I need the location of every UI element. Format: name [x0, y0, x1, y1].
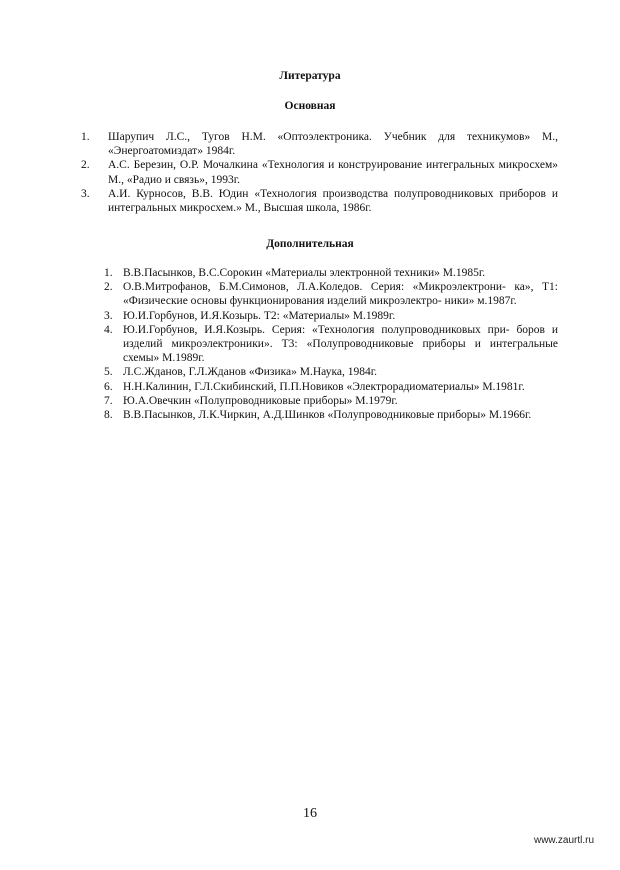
extra-reference-item-3: [104, 309, 558, 323]
reference-text: В.В.Пасынков, В.С.Сорокин «Материалы электронной техники» М.1985г.: [123, 267, 486, 279]
reference-text: А.И. Курносов, В.В. Юдин «Технология производства полупроводниковых приборов и интегральных микросхем.» М., Высшая школа, 1986г.: [108, 187, 558, 215]
extra-reference-item-7: [104, 394, 558, 408]
reference-text: Ю.И.Горбунов, И.Я.Козырь. Т2: «Материалы» М.1989г.: [123, 309, 396, 322]
reference-number: 5.: [104, 366, 113, 379]
reference-text: Н.Н.Калинин, Г.Л.Скибинский, П.П.Новиков «Электрорадиоматериалы» М.1981г.: [123, 380, 525, 393]
site-watermark: www.zaurtl.ru: [533, 835, 594, 846]
extra-section-heading: Дополнительная: [266, 238, 354, 250]
reference-number: 2.: [81, 159, 90, 172]
extra-reference-item-5: [104, 365, 558, 379]
reference-text: Шарупич Л.С., Тугов Н.М. «Оптоэлектроника. Учебник для техникумов» М., «Энергоатомиздат» 1984г.: [108, 131, 558, 158]
reference-number: 2.: [104, 281, 113, 294]
page-number: 16: [303, 806, 317, 821]
main-section-heading: Основная: [284, 100, 336, 112]
reference-number: 8.: [104, 409, 113, 422]
reference-number: 1.: [104, 267, 113, 279]
extra-reference-item-8: [104, 408, 558, 422]
reference-item-3: [81, 187, 558, 215]
extra-reference-list: [104, 266, 558, 422]
reference-number: 4.: [104, 323, 113, 336]
main-reference-list: [81, 130, 558, 215]
reference-number: 1.: [81, 131, 90, 143]
extra-reference-item-2: [104, 280, 558, 308]
extra-reference-item-1: [104, 266, 558, 280]
reference-number: 3.: [81, 187, 90, 200]
reference-number: 6.: [104, 380, 113, 393]
reference-text: Ю.А.Овечкин «Полупроводниковые приборы» М.1979г.: [123, 394, 398, 407]
page-title: Литература: [279, 70, 341, 82]
reference-text: А.С. Березин, О.Р. Мочалкина «Технология и конструирование интегральных микросхем» М., «Радио и связь», 1993г.: [108, 159, 558, 186]
reference-number: 7.: [104, 394, 113, 407]
extra-reference-item-6: [104, 380, 558, 394]
reference-text: Л.С.Жданов, Г.Л.Жданов «Физика» М.Наука, 1984г.: [123, 366, 377, 379]
reference-text: О.В.Митрофанов, Б.М.Симонов, Л.А.Коледов. Серия: «Микроэлектрони- ка», Т1: «Физические основы функционирования изделий микроэлектро- ники» м.1987г.: [123, 281, 558, 308]
reference-item-1: [81, 130, 558, 158]
reference-number: 3.: [104, 309, 113, 322]
reference-item-2: [81, 158, 558, 186]
extra-reference-item-4: [104, 323, 558, 366]
reference-text: В.В.Пасынков, Л.К.Чиркин, А.Д.Шинков «Полупроводниковые приборы» М.1966г.: [123, 409, 532, 422]
reference-text: Ю.И.Горбунов, И.Я.Козырь. Серия: «Технология полупроводниковых при- боров и изделий микроэлектроники». Т3: «Полупроводниковые приборы и интегральные схемы» М.1989г.: [123, 323, 558, 365]
